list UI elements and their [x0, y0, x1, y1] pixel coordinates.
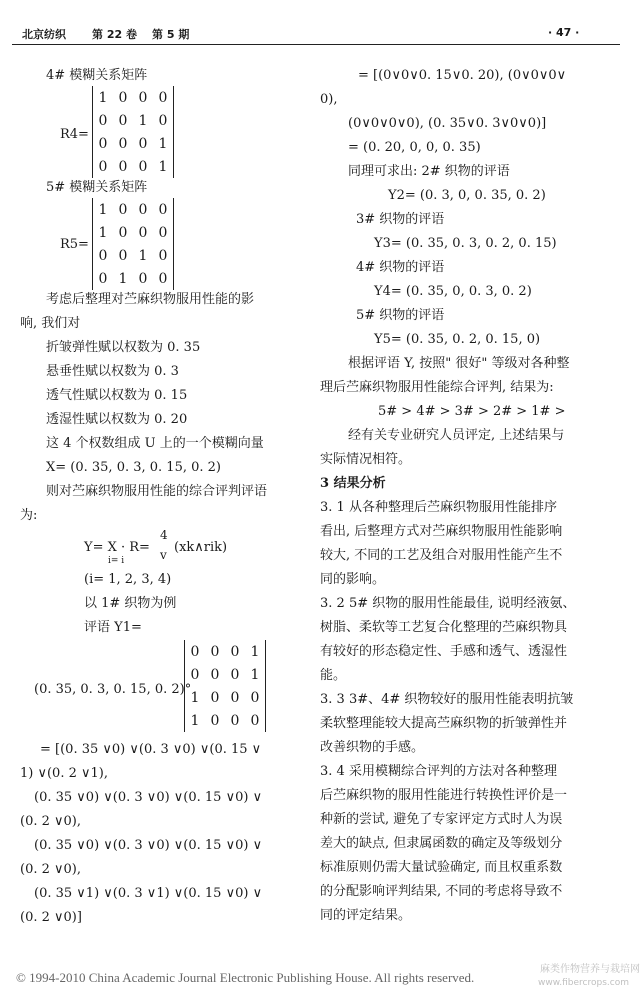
ranking-intro: 根据评语 Y, 按照" 很好" 等级对各种整: [348, 356, 570, 371]
para-3-4-line-2: 后苎麻织物的服用性能进行转换性评价是一: [320, 788, 568, 803]
para-3-4-line-6: 的分配影响评判结果, 不同的考虑将导致不: [320, 884, 563, 899]
issue: 第 5 期: [152, 28, 190, 41]
para-3-2-line-2: 树脂、柔软等工艺复合化整理的苎麻织物具: [320, 620, 568, 635]
para-3-4-line-4: 差大的缺点, 但隶属函数的确定及等级划分: [320, 836, 563, 851]
header-rule: [12, 44, 620, 45]
matrix-cell: 0: [98, 270, 108, 287]
matrix-cell: 0: [210, 712, 220, 729]
paragraph-weights-intro: 考虑后整理对苎麻织物服用性能的影: [46, 292, 255, 307]
matrix-row: [93, 221, 173, 244]
matrix-row: [185, 640, 265, 663]
watermark-url: www.fibercrops.com: [538, 978, 629, 988]
calc-line-1b: 1) ∨(0. 2 ∨1),: [20, 766, 108, 781]
matrix-row: [185, 686, 265, 709]
matrix-cell: 0: [118, 201, 128, 218]
y4-result: Y4= (0. 35, 0, 0. 3, 0. 2): [374, 284, 532, 299]
matrix-cell: 1: [138, 112, 148, 129]
ranking-intro-cont: 理后苎麻织物服用性能综合评判, 结果为:: [320, 380, 554, 395]
verify-line-2: 实际情况相符。: [320, 452, 412, 467]
para-3-2-line-3: 有较好的形态稳定性、手感和透气、透湿性: [320, 644, 568, 659]
matrix-cell: 0: [158, 89, 168, 106]
formula-v: v: [160, 548, 167, 562]
calc-line-2b: (0. 2 ∨0),: [20, 814, 82, 829]
calc-line-1: = [(0. 35 ∨0) ∨(0. 3 ∨0) ∨(0. 15 ∨: [40, 742, 262, 757]
y5-result: Y5= (0. 35, 0. 2, 0. 15, 0): [374, 332, 541, 347]
matrix-cell: 1: [158, 135, 168, 152]
matrix-row: [185, 663, 265, 686]
matrix-cell: 1: [98, 224, 108, 241]
matrix-cell: 0: [210, 666, 220, 683]
para-3-4-line-7: 同的评定结果。: [320, 908, 412, 923]
matrix-cell: 0: [118, 135, 128, 152]
matrix-row: [93, 267, 173, 290]
matrix-cell: 0: [118, 224, 128, 241]
y2-result: Y2= (0. 3, 0, 0. 35, 0. 2): [388, 188, 546, 203]
matrix-cell: 0: [210, 689, 220, 706]
matrix-cell: 0: [190, 666, 200, 683]
matrix-y1: [184, 640, 266, 732]
matrix-cell: 0: [138, 270, 148, 287]
matrix-cell: 0: [138, 224, 148, 241]
para-3-4-line-5: 标准原则仍需大量试验确定, 而且权重系数: [320, 860, 563, 875]
matrix-cell: 0: [230, 712, 240, 729]
fabric3-label: 3# 织物的评语: [356, 212, 445, 227]
index-range: (i= 1, 2, 3, 4): [84, 572, 172, 587]
vector-intro: 这 4 个权数组成 U 上的一个模糊向量: [46, 436, 264, 451]
calc-line-2: (0. 35 ∨0) ∨(0. 3 ∨0) ∨(0. 15 ∨0) ∨: [34, 790, 263, 805]
cont-line-1: = [(0∨0∨0. 15∨0. 20), (0∨0∨0∨: [358, 68, 567, 83]
matrix-row: [185, 709, 265, 732]
fabric5-label: 5# 织物的评语: [356, 308, 445, 323]
matrix-cell: 1: [118, 270, 128, 287]
matrix-cell: 0: [138, 135, 148, 152]
matrix-cell: 0: [230, 666, 240, 683]
para-3-1-line-3: 较大, 不同的工艺及组合对服用性能产生不: [320, 548, 563, 563]
matrix-row: [93, 244, 173, 267]
matrix-cell: 0: [190, 643, 200, 660]
formula-top: 4: [160, 528, 168, 542]
matrix-cell: 1: [250, 643, 260, 660]
matrix-cell: 1: [158, 158, 168, 175]
matrix-cell: 0: [158, 270, 168, 287]
r4-label: R4=: [60, 127, 89, 142]
y3-result: Y3= (0. 35, 0. 3, 0. 2, 0. 15): [374, 236, 557, 251]
weight-air: 透气性赋以权数为 0. 15: [46, 388, 188, 403]
example-line: 以 1# 织物为例: [84, 596, 177, 611]
matrix-cell: 0: [158, 112, 168, 129]
weight-drape: 悬垂性赋以权数为 0. 3: [46, 364, 179, 379]
eval-intro-cont: 为:: [20, 508, 38, 523]
para-3-3-line-3: 改善织物的手感。: [320, 740, 425, 755]
matrix-cell: 0: [118, 247, 128, 264]
matrix-cell: 0: [158, 224, 168, 241]
fabric4-label: 4# 织物的评语: [356, 260, 445, 275]
similar-intro: 同理可求出: 2# 织物的评语: [348, 164, 510, 179]
para-3-1-line-1: 3. 1 从各种整理后苎麻织物服用性能排序: [320, 500, 557, 515]
para-3-3-line-2: 柔软整理能较大提高苎麻织物的折皱弹性并: [320, 716, 568, 731]
r5-label: R5=: [60, 237, 89, 252]
para-3-3-line-1: 3. 3 3#、4# 织物较好的服用性能表明抗皱: [320, 692, 574, 707]
matrix-cell: 0: [250, 712, 260, 729]
matrix-cell: 0: [210, 643, 220, 660]
matrix-cell: 0: [138, 89, 148, 106]
calc-line-4: (0. 35 ∨1) ∨(0. 3 ∨1) ∨(0. 15 ∨0) ∨: [34, 886, 263, 901]
weight-crease: 折皱弹性赋以权数为 0. 35: [46, 340, 201, 355]
page-number: · 47 ·: [548, 26, 580, 39]
para-3-4-line-1: 3. 4 采用模糊综合评判的方法对各种整理: [320, 764, 557, 779]
matrix-cell: 0: [158, 201, 168, 218]
copyright-notice: © 1994-2010 China Academic Journal Electronic Publishing House. All rights reserved.: [16, 970, 475, 985]
matrix-row: [93, 86, 173, 109]
formula-right: (xk∧rik): [174, 540, 228, 555]
cont-line-3: = (0. 20, 0, 0, 0. 35): [348, 140, 481, 155]
matrix-r5: [92, 198, 174, 290]
ranking-result: 5# > 4# > 3# > 2# > 1# >: [378, 404, 566, 419]
x-vector: X= (0. 35, 0. 3, 0. 15, 0. 2): [46, 460, 221, 475]
matrix-cell: 1: [250, 666, 260, 683]
para-3-2-line-1: 3. 2 5# 织物的服用性能最佳, 说明经液氨、: [320, 596, 576, 611]
matrix-row: [93, 198, 173, 221]
matrix-cell: 0: [98, 247, 108, 264]
y1-vector: (0. 35, 0. 3, 0. 15, 0. 2)°: [34, 682, 192, 697]
para-3-1-line-2: 看出, 后整理方式对苎麻织物服用性能影响: [320, 524, 563, 539]
eval-intro: 则对苎麻织物服用性能的综合评判评语: [46, 484, 268, 499]
matrix-row: [93, 109, 173, 132]
matrix-cell: 0: [138, 201, 148, 218]
matrix-cell: 1: [98, 89, 108, 106]
volume: 第 22 卷: [92, 28, 137, 41]
weight-moisture: 透湿性赋以权数为 0. 20: [46, 412, 188, 427]
watermark-cn: 麻类作物营养与栽培网: [540, 964, 640, 975]
matrix-cell: 0: [98, 158, 108, 175]
formula-sub: i= i: [108, 556, 125, 566]
para-3-1-line-4: 同的影响。: [320, 572, 386, 587]
paragraph-weights-intro-cont: 响, 我们对: [20, 316, 81, 331]
verify-line-1: 经有关专业研究人员评定, 上述结果与: [348, 428, 565, 443]
matrix-cell: 1: [98, 201, 108, 218]
matrix-cell: 0: [118, 89, 128, 106]
matrix-cell: 0: [230, 689, 240, 706]
matrix-cell: 0: [158, 247, 168, 264]
cont-line-1b: 0),: [320, 92, 338, 107]
calc-line-3b: (0. 2 ∨0),: [20, 862, 82, 877]
matrix-cell: 0: [250, 689, 260, 706]
matrix-cell: 0: [98, 112, 108, 129]
calc-line-3: (0. 35 ∨0) ∨(0. 3 ∨0) ∨(0. 15 ∨0) ∨: [34, 838, 263, 853]
cont-line-2: (0∨0∨0∨0), (0. 35∨0. 3∨0∨0)]: [348, 116, 547, 131]
matrix-cell: 1: [190, 712, 200, 729]
matrix-r4: [92, 86, 174, 178]
matrix-row: [93, 132, 173, 155]
journal-name: 北京纺织: [22, 28, 66, 41]
matrix-cell: 0: [118, 158, 128, 175]
matrix-cell: 1: [190, 689, 200, 706]
matrix-row: [93, 155, 173, 178]
section-heading: 3 结果分析: [320, 476, 386, 491]
para-3-2-line-4: 能。: [320, 668, 347, 683]
r4-title: 4# 模糊关系矩阵: [46, 68, 148, 83]
matrix-cell: 0: [118, 112, 128, 129]
matrix-cell: 0: [98, 135, 108, 152]
y1-label: 评语 Y1=: [84, 620, 142, 635]
formula-left: Y= X · R=: [84, 540, 150, 555]
r5-title: 5# 模糊关系矩阵: [46, 180, 148, 195]
matrix-cell: 0: [230, 643, 240, 660]
matrix-cell: 1: [138, 247, 148, 264]
calc-line-4b: (0. 2 ∨0)]: [20, 910, 82, 925]
para-3-4-line-3: 种新的尝试, 避免了专家评定方式时人为误: [320, 812, 563, 827]
matrix-cell: 0: [138, 158, 148, 175]
